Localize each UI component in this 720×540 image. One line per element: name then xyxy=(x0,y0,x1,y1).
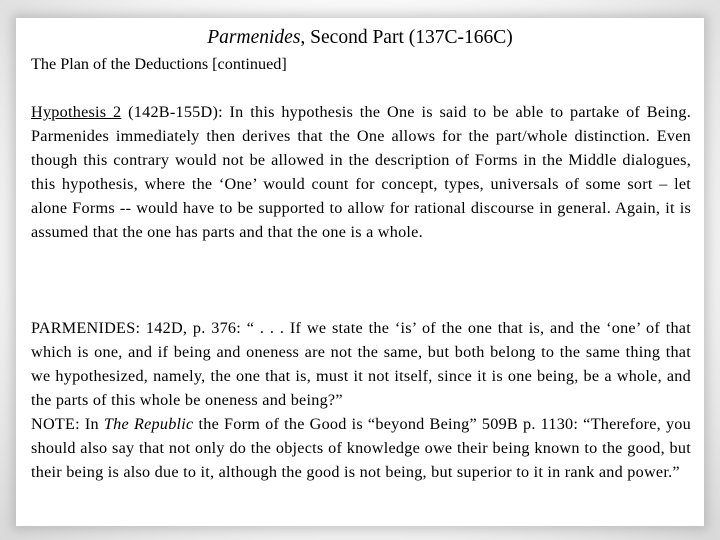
hypothesis-text: (142B-155D): In this hypothesis the One is said to be able to partake of Being. Parmenides immediately then derives that the One allows for the part/whole distinction. Even though this contrary would not be allowed in the description of Forms in the Middle dialogues, this hypothesis, where the ‘One’ would count for concept, types, universals of some sort – let alone Forms -- would have to be supported to allow for rational discourse in general. Again, it is assumed that the one has parts and that the one is a whole. xyxy=(31,103,691,241)
hypothesis-paragraph xyxy=(31,100,691,244)
note-lead: NOTE: In xyxy=(31,415,104,433)
note-book-title: The Republic xyxy=(103,415,194,433)
slide-title xyxy=(0,26,720,50)
slide-subtitle: The Plan of the Deductions [continued] xyxy=(31,55,287,73)
hypothesis-label: Hypothesis 2 xyxy=(31,103,122,121)
quote-paragraph xyxy=(31,316,691,484)
note-text: the Form of the Good is “beyond Being” 509B p. 1130: “Therefore, you should also say that not only do the objects of knowledge owe their being known to the good, but their being is also due to it, although the good is not being, but superior to it in rank and power.” xyxy=(31,415,691,481)
title-rest: , Second Part (137C-166C) xyxy=(300,27,513,48)
title-work: Parmenides xyxy=(207,27,301,48)
quote-text: PARMENIDES: 142D, p. 376: “ . . . If we state the ‘is’ of the one that is, and the ‘one’ of that which is one, and if being and oneness are not the same, but both belong to the same thing that we hypothesized, namely, the one that is, must it not itself, since it is one being, be a whole, and the parts of this whole be oneness and being?” xyxy=(31,319,691,409)
